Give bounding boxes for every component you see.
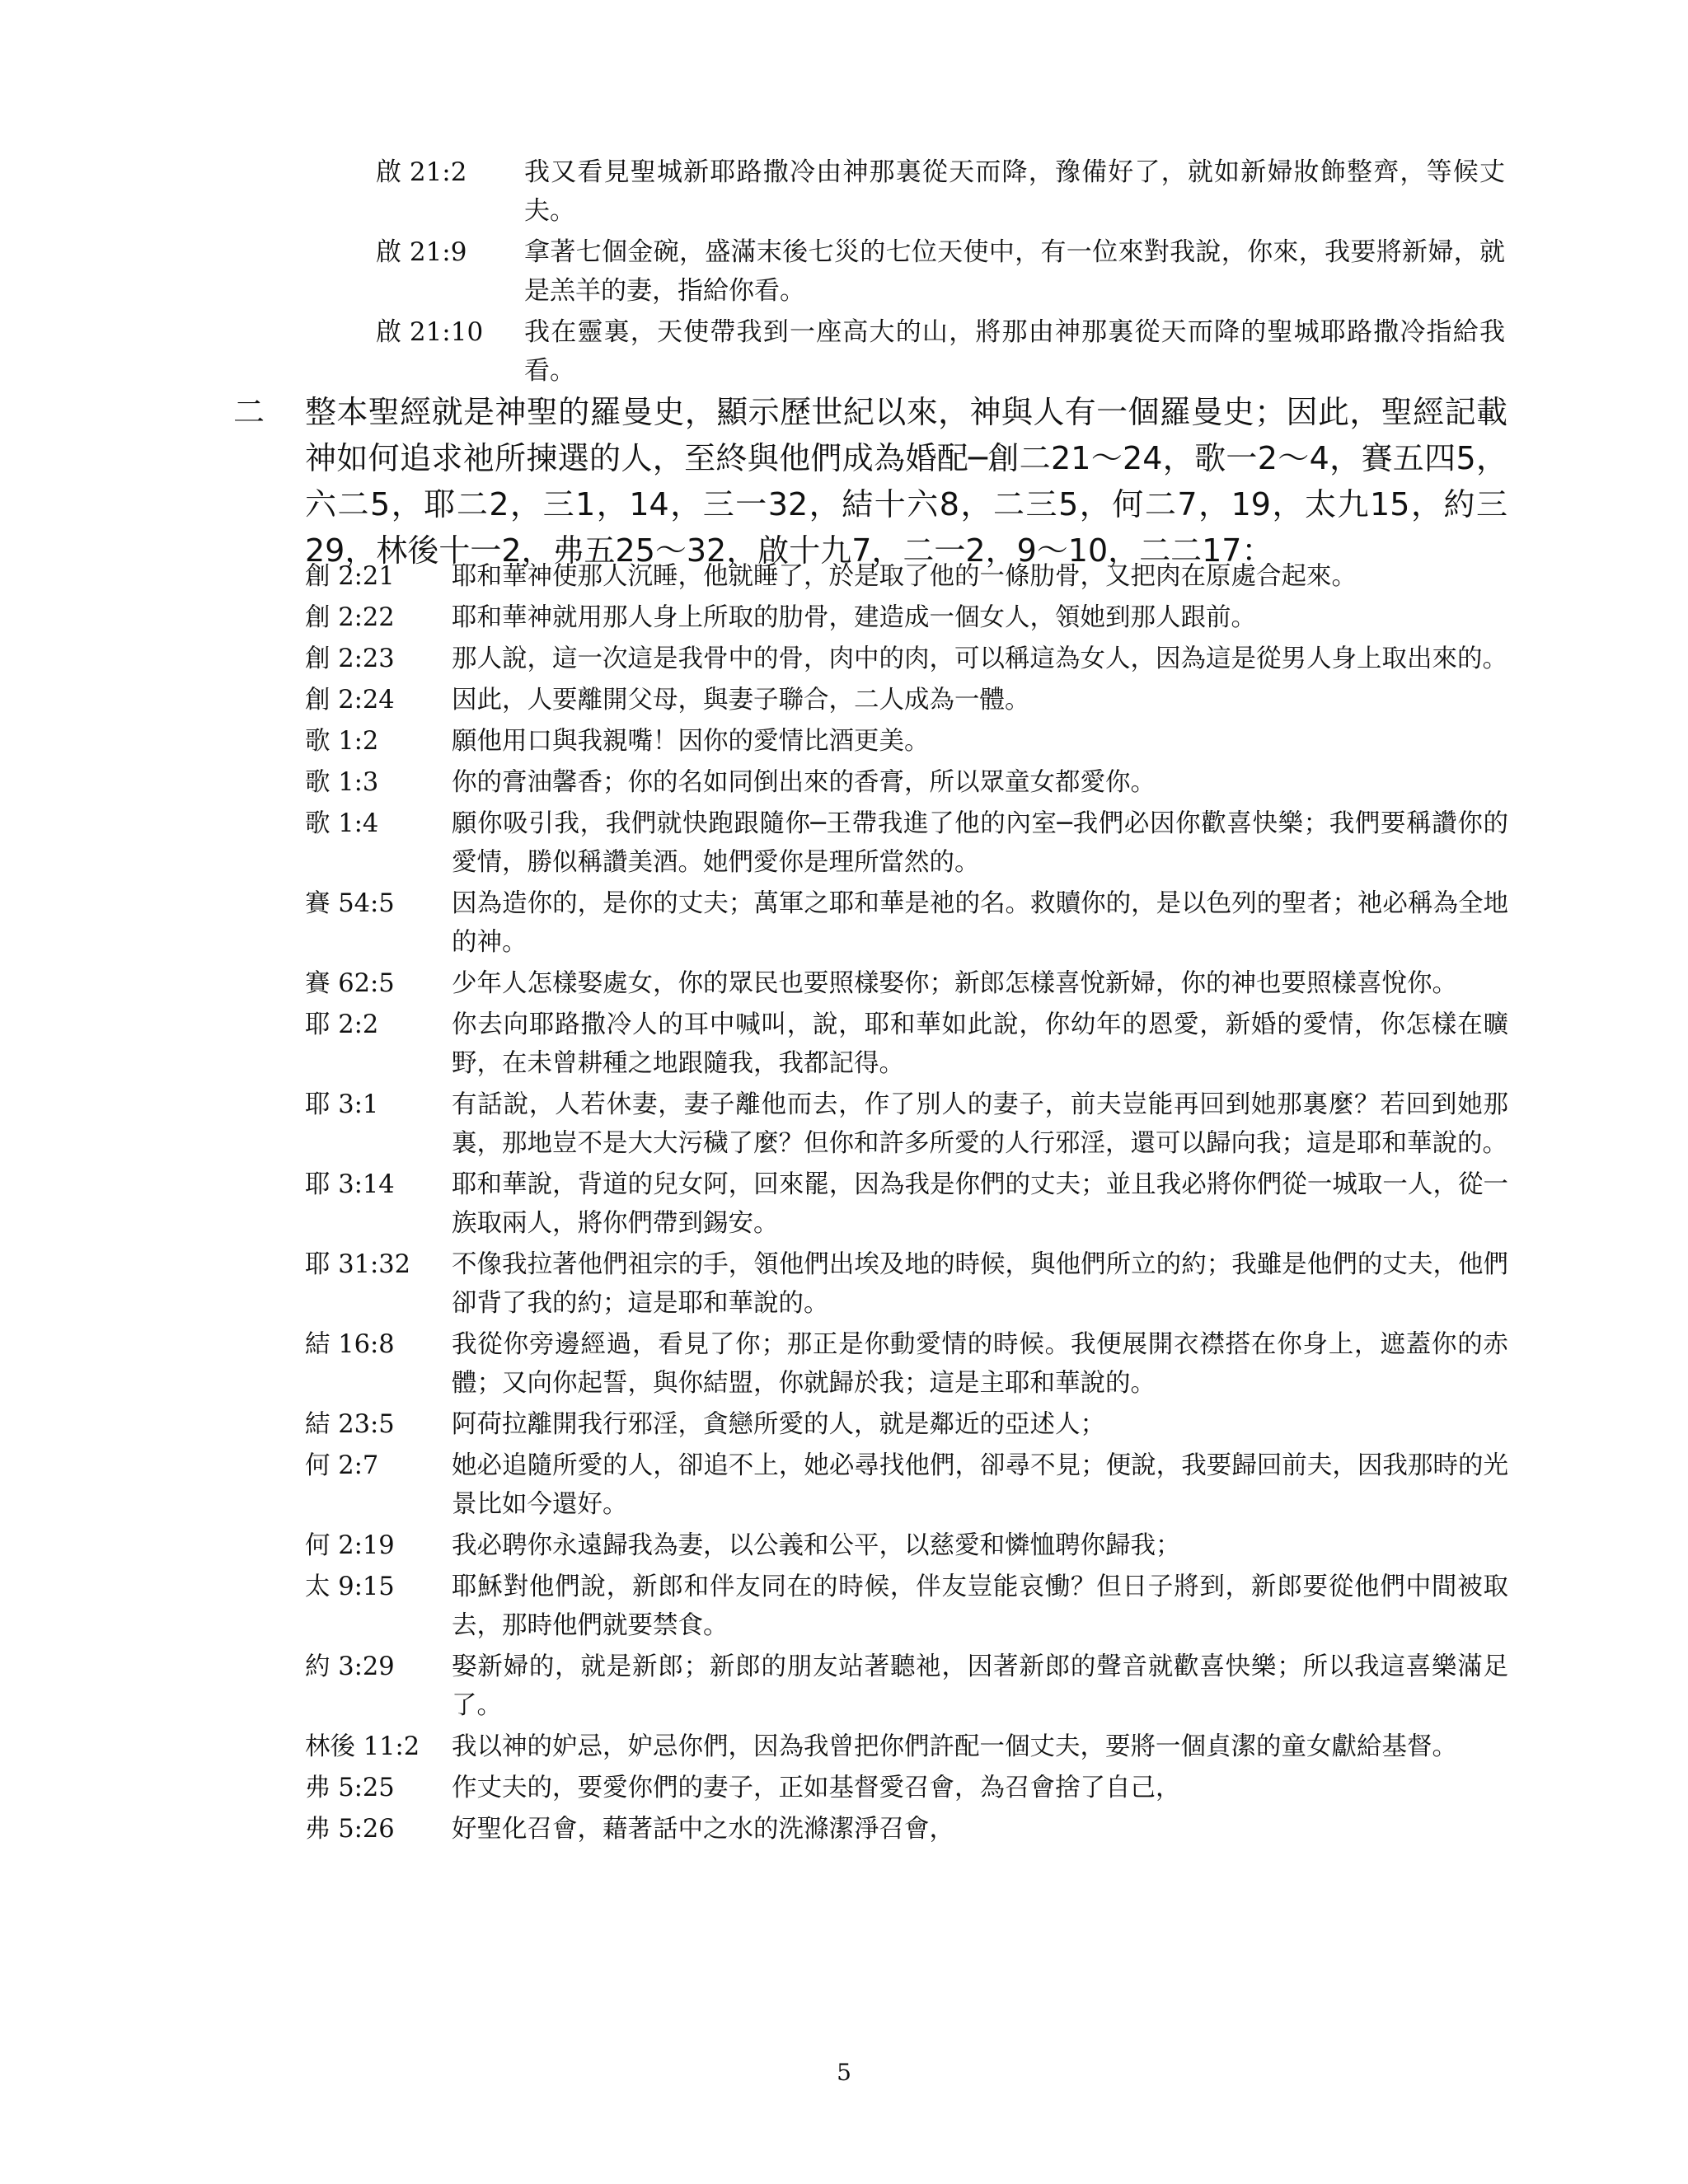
revelation-verse-list bbox=[376, 153, 1505, 393]
outline-point-two bbox=[233, 389, 1507, 574]
verse-item bbox=[305, 763, 1508, 802]
verse-text: 願你吸引我，我們就快跑跟隨你─王帶我進了他的內室─我們必因你歡喜快樂；我們要稱讚你的愛情，勝似稱讚美酒。她們愛你是理所當然的。 bbox=[452, 809, 1508, 877]
verse-item bbox=[305, 598, 1508, 637]
verse-reference: 賽 54:5 bbox=[305, 889, 395, 918]
verse-item bbox=[376, 233, 1505, 311]
verse-text: 我以神的妒忌，妒忌你們，因為我曾把你們許配一個丈夫，要將一個貞潔的童女獻給基督。 bbox=[452, 1732, 1457, 1761]
verse-reference: 歌 1:3 bbox=[305, 768, 379, 797]
verse-reference: 啟 21:9 bbox=[376, 237, 467, 267]
verse-item bbox=[305, 557, 1508, 596]
verse-text: 耶和華神就用那人身上所取的肋骨，建造成一個女人，領她到那人跟前。 bbox=[452, 603, 1256, 632]
verse-text: 少年人怎樣娶處女，你的眾民也要照樣娶你；新郎怎樣喜悅新婦，你的神也要照樣喜悅你。 bbox=[452, 969, 1457, 998]
verse-item bbox=[305, 1647, 1508, 1725]
verse-reference: 約 3:29 bbox=[305, 1652, 395, 1681]
verse-item bbox=[305, 1085, 1508, 1163]
verse-text: 我又看見聖城新耶路撒冷由神那裏從天而降，豫備好了，就如新婦妝飾整齊，等候丈夫。 bbox=[524, 157, 1505, 226]
verse-reference: 弗 5:25 bbox=[305, 1774, 395, 1802]
verse-reference: 結 16:8 bbox=[305, 1330, 395, 1359]
verse-text: 願他用口與我親嘴！因你的愛情比酒更美。 bbox=[452, 727, 930, 756]
verse-reference: 賽 62:5 bbox=[305, 969, 395, 998]
verse-text: 有話說，人若休妻，妻子離他而去，作了別人的妻子，前夫豈能再回到她那裏麼？若回到她那裏，那地豈不是大大污穢了麼？但你和許多所愛的人行邪淫，還可以歸向我；這是耶和華說的。 bbox=[452, 1090, 1508, 1158]
verse-text: 拿著七個金碗，盛滿末後七災的七位天使中，有一位來對我說，你來，我要將新婦，就是羔羊的妻，指給你看。 bbox=[524, 237, 1505, 306]
verse-item bbox=[305, 884, 1508, 962]
verse-reference: 創 2:23 bbox=[305, 644, 395, 673]
verse-item bbox=[305, 1727, 1508, 1766]
outline-point-text: 整本聖經就是神聖的羅曼史，顯示歷世紀以來，神與人有一個羅曼史；因此，聖經記載神如何追求祂所揀選的人，至終與他們成為婚配─創二21～24，歌一2～4，賽五四5，六二5，耶二2，三1，14，三一32，結十六8，二三5，何二7，19，太九15，約三29，林後十一2，弗五25～32，啟十九7，二一2，9～10，二二17： bbox=[305, 394, 1507, 569]
verse-item bbox=[305, 964, 1508, 1003]
verse-item bbox=[305, 1245, 1508, 1323]
verse-text: 耶和華說，背道的兒女阿，回來罷，因為我是你們的丈夫；並且我必將你們從一城取一人，從一族取兩人，將你們帶到錫安。 bbox=[452, 1170, 1508, 1238]
verse-item bbox=[305, 1526, 1508, 1565]
verse-text: 耶和華神使那人沉睡，他就睡了，於是取了他的一條肋骨，又把肉在原處合起來。 bbox=[452, 562, 1357, 591]
verse-item bbox=[305, 640, 1508, 678]
verse-text: 你的膏油馨香；你的名如同倒出來的香膏，所以眾童女都愛你。 bbox=[452, 768, 1156, 797]
verse-text: 好聖化召會，藉著話中之水的洗滌潔淨召會， bbox=[452, 1815, 954, 1844]
page-number: 5 bbox=[837, 2059, 851, 2086]
verse-item bbox=[376, 153, 1505, 231]
verse-item bbox=[305, 1165, 1508, 1243]
verse-item bbox=[305, 1446, 1508, 1524]
verse-item bbox=[305, 1568, 1508, 1645]
verse-reference: 太 9:15 bbox=[305, 1572, 395, 1601]
verse-item bbox=[305, 681, 1508, 719]
verse-reference: 創 2:21 bbox=[305, 562, 395, 591]
verse-text: 作丈夫的，要愛你們的妻子，正如基督愛召會，為召會捨了自己， bbox=[452, 1774, 1181, 1802]
verse-text: 她必追隨所愛的人，卻追不上，她必尋找他們，卻尋不見；便說，我要歸回前夫，因我那時的光景比如今還好。 bbox=[452, 1451, 1508, 1519]
verse-reference: 耶 31:32 bbox=[305, 1250, 411, 1279]
verse-text: 我在靈裏，天使帶我到一座高大的山，將那由神那裏從天而降的聖城耶路撒冷指給我看。 bbox=[524, 317, 1505, 386]
verse-list bbox=[305, 557, 1508, 1851]
verse-item bbox=[305, 804, 1508, 882]
verse-item bbox=[305, 1405, 1508, 1444]
verse-text: 不像我拉著他們祖宗的手，領他們出埃及地的時候，與他們所立的約；我雖是他們的丈夫，他們卻背了我的約；這是耶和華說的。 bbox=[452, 1250, 1508, 1318]
verse-text: 因此，人要離開父母，與妻子聯合，二人成為一體。 bbox=[452, 686, 1030, 715]
verse-reference: 歌 1:4 bbox=[305, 809, 379, 838]
verse-reference: 創 2:24 bbox=[305, 686, 395, 715]
verse-reference: 結 23:5 bbox=[305, 1410, 395, 1439]
verse-text: 因為造你的，是你的丈夫；萬軍之耶和華是祂的名。救贖你的，是以色列的聖者；祂必稱為全地的神。 bbox=[452, 889, 1508, 957]
verse-reference: 林後 11:2 bbox=[305, 1732, 420, 1761]
verse-text: 你去向耶路撒冷人的耳中喊叫，說，耶和華如此說，你幼年的恩愛，新婚的愛情，你怎樣在曠野，在未曾耕種之地跟隨我，我都記得。 bbox=[452, 1010, 1508, 1078]
verse-item bbox=[305, 1325, 1508, 1403]
verse-item bbox=[305, 722, 1508, 761]
verse-reference: 何 2:19 bbox=[305, 1531, 395, 1560]
verse-reference: 歌 1:2 bbox=[305, 727, 379, 756]
verse-reference: 弗 5:26 bbox=[305, 1815, 395, 1844]
verse-text: 阿荷拉離開我行邪淫，貪戀所愛的人，就是鄰近的亞述人； bbox=[452, 1410, 1105, 1439]
verse-item bbox=[305, 1810, 1508, 1849]
verse-reference: 創 2:22 bbox=[305, 603, 395, 632]
verse-item bbox=[376, 313, 1505, 391]
verse-reference: 耶 2:2 bbox=[305, 1010, 379, 1039]
verse-text: 耶穌對他們說，新郎和伴友同在的時候，伴友豈能哀慟？但日子將到，新郎要從他們中間被取去，那時他們就要禁食。 bbox=[452, 1572, 1508, 1640]
verse-reference: 何 2:7 bbox=[305, 1451, 379, 1480]
outline-point-number: 二 bbox=[233, 394, 265, 430]
verse-item bbox=[305, 1005, 1508, 1083]
verse-reference: 啟 21:10 bbox=[376, 317, 484, 347]
verse-text: 我必聘你永遠歸我為妻，以公義和公平，以慈愛和憐恤聘你歸我； bbox=[452, 1531, 1181, 1560]
verse-item bbox=[305, 1769, 1508, 1807]
verse-reference: 耶 3:1 bbox=[305, 1090, 379, 1119]
verse-text: 那人說，這一次這是我骨中的骨，肉中的肉，可以稱這為女人，因為這是從男人身上取出來的。 bbox=[452, 644, 1507, 673]
verse-text: 娶新婦的，就是新郎；新郎的朋友站著聽祂，因著新郎的聲音就歡喜快樂；所以我這喜樂滿足了。 bbox=[452, 1652, 1508, 1720]
verse-reference: 啟 21:2 bbox=[376, 157, 467, 187]
verse-text: 我從你旁邊經過，看見了你；那正是你動愛情的時候。我便展開衣襟搭在你身上，遮蓋你的赤體；又向你起誓，與你結盟，你就歸於我；這是主耶和華說的。 bbox=[452, 1330, 1508, 1398]
verse-reference: 耶 3:14 bbox=[305, 1170, 395, 1199]
